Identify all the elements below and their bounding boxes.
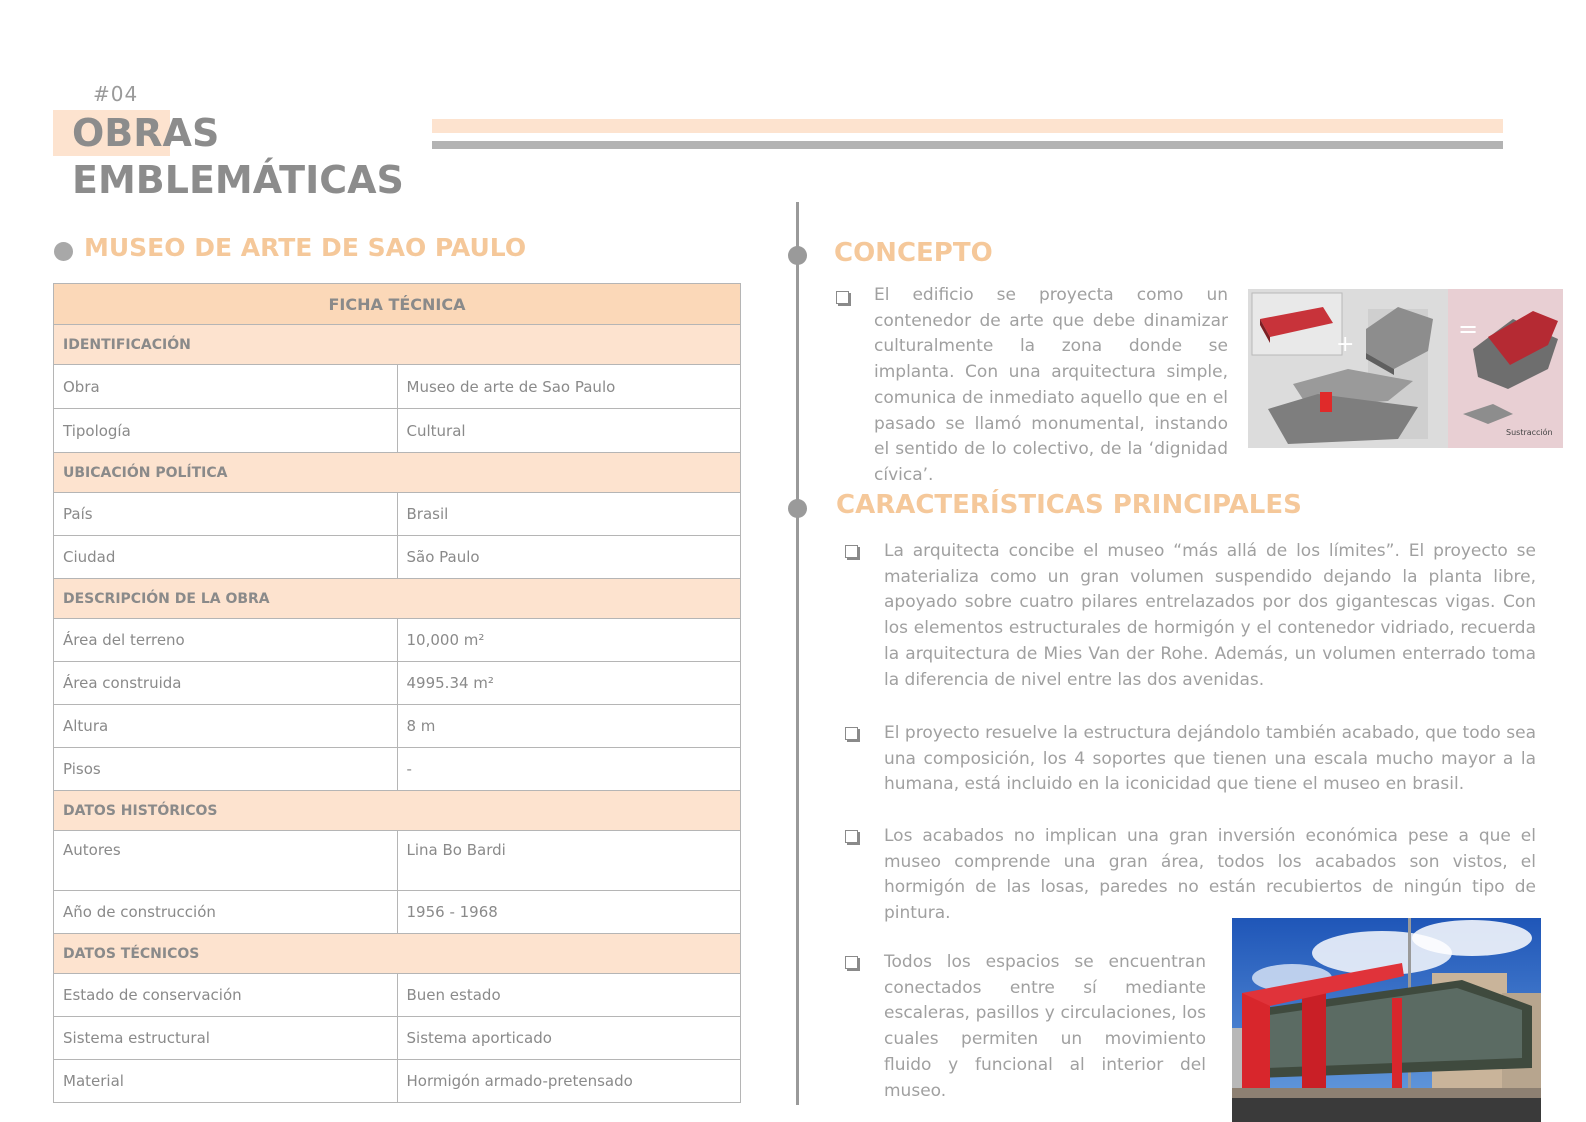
row-label: Área del terreno	[54, 619, 398, 662]
section-row	[54, 325, 741, 365]
table-row	[54, 409, 741, 453]
page-title-line2: EMBLEMÁTICAS	[72, 158, 404, 202]
section-row	[54, 791, 741, 831]
table-row	[54, 493, 741, 536]
diagram-label: Sustracción	[1506, 428, 1553, 437]
caracteristica-item: Todos los espacios se encuentran conectados entre sí mediante escaleras, pasillos y circulaciones, los cuales permiten un movimiento fluido y funcional al interior del museo.	[884, 952, 1206, 1101]
table-row	[54, 831, 741, 891]
row-value: Cultural	[397, 409, 741, 453]
table-row	[54, 891, 741, 934]
concepto-diagram-image	[1248, 289, 1563, 448]
caracteristicas-heading: CARACTERÍSTICAS PRINCIPALES	[836, 490, 1302, 520]
section-title-identificacion: IDENTIFICACIÓN	[54, 325, 741, 365]
row-value: Hormigón armado-pretensado	[397, 1060, 741, 1103]
table-row	[54, 748, 741, 791]
section-title-historicos: DATOS HISTÓRICOS	[54, 791, 741, 831]
row-value: São Paulo	[397, 536, 741, 579]
row-value: Buen estado	[397, 974, 741, 1017]
checkbox-bullet-icon	[836, 291, 849, 304]
row-label: Autores	[54, 831, 398, 891]
checkbox-bullet-icon	[845, 956, 858, 969]
table-row	[54, 365, 741, 409]
row-value: 10,000 m²	[397, 619, 741, 662]
svg-text:=: =	[1458, 315, 1479, 343]
row-value: 1956 - 1968	[397, 891, 741, 934]
svg-text:+: +	[1336, 332, 1355, 357]
caracteristica-item: Los acabados no implican una gran inversión económica pese a que el museo comprende una gran área, todos los acabados son vistos, el hormigón de las losas, paredes no están recubiertos de ningún tipo de pintura.	[884, 826, 1536, 924]
museum-photo-image	[1232, 918, 1541, 1122]
row-value: 8 m	[397, 705, 741, 748]
table-row	[54, 705, 741, 748]
table-row	[54, 1017, 741, 1060]
row-value: Sistema aporticado	[397, 1017, 741, 1060]
concepto-heading: CONCEPTO	[834, 238, 993, 268]
row-value: 4995.34 m²	[397, 662, 741, 705]
section-row	[54, 934, 741, 974]
page-title-line1: OBRAS	[72, 111, 220, 155]
ficha-tecnica-table	[53, 283, 741, 1103]
section-number: #04	[93, 82, 139, 106]
section-title-tecnicos: DATOS TÉCNICOS	[54, 934, 741, 974]
row-label: Estado de conservación	[54, 974, 398, 1017]
table-row	[54, 974, 741, 1017]
header-bar-peach	[432, 119, 1503, 133]
row-value: Brasil	[397, 493, 741, 536]
row-label: Obra	[54, 365, 398, 409]
row-label: Sistema estructural	[54, 1017, 398, 1060]
row-label: País	[54, 493, 398, 536]
row-value: Museo de arte de Sao Paulo	[397, 365, 741, 409]
page-title	[72, 110, 404, 204]
section-row	[54, 453, 741, 493]
section-row	[54, 579, 741, 619]
caracteristica-item: La arquitecta concibe el museo “más allá de los límites”. El proyecto se materializa como un gran volumen suspendido dejando la planta libre, apoyado sobre cuatro pilares entrelazados por dos gigantescas vigas. Con los elementos estructurales de hormigón y el contenedor vidriado, recuerda la arquitectura de Mies Van der Rohe. Además, un volumen enterrado toma la diferencia de nivel entre las dos avenidas.	[884, 541, 1536, 690]
row-label: Área construida	[54, 662, 398, 705]
checkbox-bullet-icon	[845, 830, 858, 843]
row-label: Tipología	[54, 409, 398, 453]
header-bar-gray	[432, 141, 1503, 149]
museo-title: MUSEO DE ARTE DE SAO PAULO	[84, 233, 527, 262]
checkbox-bullet-icon	[845, 727, 858, 740]
row-label: Altura	[54, 705, 398, 748]
caracteristica-item: El proyecto resuelve la estructura dejándolo también acabado, que todo sea una composición, los 4 soportes que tienen una escala mucho mayor a la humana, está incluido en la iconicidad que tiene el museo en brasil.	[884, 723, 1536, 795]
row-value: Lina Bo Bardi	[397, 831, 741, 891]
row-label: Material	[54, 1060, 398, 1103]
concepto-text: El edificio se proyecta como un contenedor de arte que debe dinamizar culturalmente la zona donde se implanta. Con una arquitectura simple, comunica de inmediato aquello que en el pasado se llamó monumental, instando el sentido de lo colectivo, de la ‘dignidad cívica’.	[874, 285, 1228, 485]
ficha-title: FICHA TÉCNICA	[54, 284, 741, 325]
timeline-dot-concepto	[788, 246, 807, 265]
row-value: -	[397, 748, 741, 791]
timeline-line	[796, 202, 799, 1105]
table-row	[54, 1060, 741, 1103]
table-row	[54, 662, 741, 705]
row-label: Pisos	[54, 748, 398, 791]
section-title-ubicacion: UBICACIÓN POLÍTICA	[54, 453, 741, 493]
bullet-dot	[54, 242, 73, 261]
timeline-dot-caracteristicas	[788, 499, 807, 518]
ficha-header-row	[54, 284, 741, 325]
checkbox-bullet-icon	[845, 545, 858, 558]
table-row	[54, 619, 741, 662]
row-label: Año de construcción	[54, 891, 398, 934]
row-label: Ciudad	[54, 536, 398, 579]
section-title-descripcion: DESCRIPCIÓN DE LA OBRA	[54, 579, 741, 619]
table-row	[54, 536, 741, 579]
